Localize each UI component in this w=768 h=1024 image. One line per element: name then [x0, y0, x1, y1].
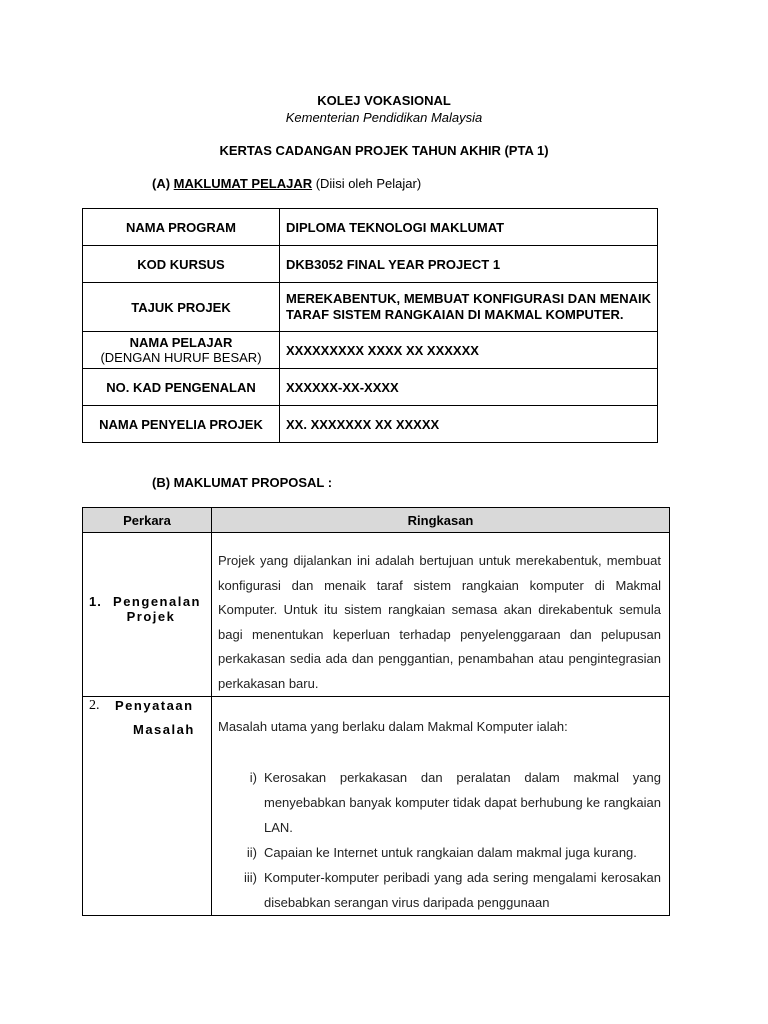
list-item: [218, 765, 661, 840]
field-sublabel: (DENGAN HURUF BESAR): [100, 350, 262, 365]
list-item-text: Capaian ke Internet untuk rangkaian dalam makmal juga kurang.: [264, 845, 637, 860]
field-value: MEREKABENTUK, MEMBUAT KONFIGURASI DAN MENAIK TARAF SISTEM RANGKAIAN DI MAKMAL KOMPUTER.: [280, 283, 658, 332]
proposal-table: [82, 507, 670, 916]
item-title: [113, 594, 201, 624]
list-item-text: Kerosakan perkakasan dan peralatan dalam makmal yang menyebabkan banyak komputer tidak dapat berhubung ke rangkaian LAN.: [264, 770, 661, 835]
field-value: DKB3052 FINAL YEAR PROJECT 1: [280, 246, 658, 283]
field-label: [83, 332, 280, 369]
column-header-ringkasan: Ringkasan: [212, 508, 670, 533]
field-value: XXXXXXXXX XXXX XX XXXXXX: [280, 332, 658, 369]
item-summary-cell: [212, 697, 670, 916]
item-title-line2: Projek: [126, 608, 176, 624]
item-intro-text: Masalah utama yang berlaku dalam Makmal Komputer ialah:: [218, 719, 568, 734]
section-a-heading: [152, 176, 421, 191]
list-item: [218, 840, 661, 865]
item-summary-text: Projek yang dijalankan ini adalah bertujuan untuk merekabentuk, membuat konfigurasi dan menaik taraf sistem rangkaian komputer di Makmal Komputer. Untuk itu sistem rangkaian semasa akan direkabentuk semula bagi menentukan keperluan terhadap penyelenggaraan dan pelupusan perkakasan sedia ada dan penggantian, penambahan atau pengintegrasian perkakasan baru.: [218, 553, 661, 691]
section-a-title: MAKLUMAT PELAJAR: [173, 176, 313, 191]
table-row: [83, 533, 670, 697]
section-a-note: (Diisi oleh Pelajar): [312, 176, 422, 191]
item-summary-cell: [212, 533, 670, 697]
list-item: [218, 865, 661, 915]
section-b-heading: (B) MAKLUMAT PROPOSAL :: [152, 475, 333, 490]
column-header-perkara: Perkara: [83, 508, 212, 533]
field-label: TAJUK PROJEK: [83, 283, 280, 332]
item-heading: [89, 698, 205, 714]
item-heading-cell: [83, 533, 212, 697]
list-item-text: Komputer-komputer peribadi yang ada sering mengalami kerosakan disebabkan serangan virus daripada penggunaan: [264, 870, 661, 910]
field-label-text: NAMA PELAJAR: [129, 335, 233, 350]
list-item-number: iii): [244, 870, 257, 885]
list-item-number: ii): [246, 845, 257, 860]
field-label: NAMA PROGRAM: [83, 209, 280, 246]
item-number: 2.: [89, 698, 100, 713]
ministry-name: Kementerian Pendidikan Malaysia: [285, 110, 483, 125]
table-row: [83, 406, 658, 443]
student-info-table: [82, 208, 658, 443]
table-header-row: [83, 508, 670, 533]
item-heading: [89, 594, 201, 624]
field-label: KOD KURSUS: [83, 246, 280, 283]
item-title-line2: Masalah: [133, 722, 195, 737]
field-value: XX. XXXXXXX XX XXXXX: [280, 406, 658, 443]
table-row: [83, 246, 658, 283]
item-heading-cell: [83, 697, 212, 916]
field-value: XXXXXX-XX-XXXX: [280, 369, 658, 406]
table-row: [83, 369, 658, 406]
table-row: [83, 209, 658, 246]
problem-list: [218, 765, 661, 915]
field-label: NO. KAD PENGENALAN: [83, 369, 280, 406]
section-a-prefix: (A): [152, 176, 174, 191]
document-title: KERTAS CADANGAN PROJEK TAHUN AKHIR (PTA 1): [219, 143, 549, 158]
item-title-line1: Pengenalan: [113, 593, 201, 609]
table-row: [83, 332, 658, 369]
field-label: NAMA PENYELIA PROJEK: [83, 406, 280, 443]
item-title-line1: Penyataan: [115, 698, 194, 713]
table-row: [83, 697, 670, 916]
field-value: DIPLOMA TEKNOLOGI MAKLUMAT: [280, 209, 658, 246]
item-number: 1.: [89, 593, 102, 609]
institution-name: KOLEJ VOKASIONAL: [317, 93, 451, 108]
table-row: [83, 283, 658, 332]
list-item-number: i): [249, 770, 257, 785]
